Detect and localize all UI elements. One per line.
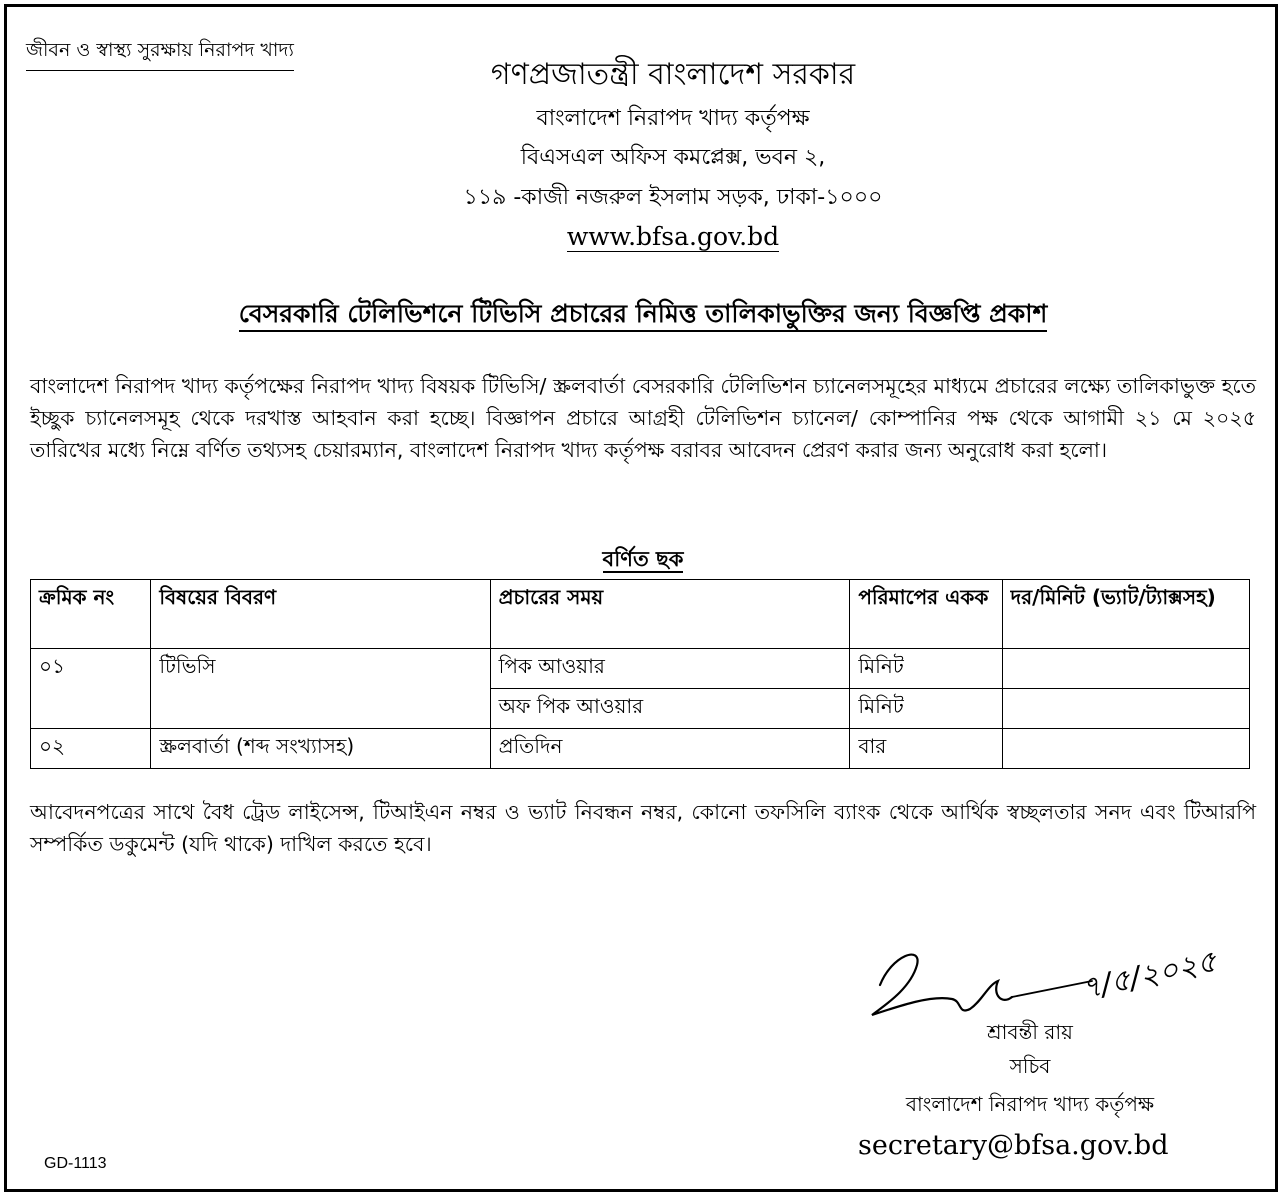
signatory-office: বাংলাদেশ নিরাপদ খাদ্য কর্তৃপক্ষ xyxy=(905,1092,1155,1116)
signatory-designation: সচিব xyxy=(1009,1054,1051,1078)
cell-rate xyxy=(1002,649,1249,689)
header-time: প্রচারের সময় xyxy=(490,580,850,649)
signature-date: ৭/৫/২০২৫ xyxy=(1078,944,1220,1007)
cell-unit: বার xyxy=(850,729,1002,769)
cell-unit: মিনিট xyxy=(850,649,1002,689)
signatory-name: শ্রাবন্তী রায় xyxy=(987,1020,1073,1044)
cell-time: প্রতিদিন xyxy=(490,729,850,769)
header-rate: দর/মিনিট (ভ্যাট/ট্যাক্সসহ) xyxy=(1002,580,1249,649)
table-row xyxy=(31,729,1250,769)
requirements-text: আবেদনপত্রের সাথে বৈধ ট্রেড লাইসেন্স, টিআইএন নম্বর ও ভ্যাট নিবন্ধন নম্বর, কোনো তফসিলি ব্যাংক থেকে আর্থিক স্বচ্ছলতার সনদ এবং টিআরপি সম্পর্কিত ডকুমেন্ট (যদি থাকে) দাখিল করতে হবে। xyxy=(30,800,1256,856)
website-link[interactable]: www.bfsa.gov.bd xyxy=(566,222,780,251)
cell-description: স্ক্রলবার্তা (শব্দ সংখ্যাসহ) xyxy=(151,729,490,769)
cell-rate xyxy=(1002,729,1249,769)
cell-unit: মিনিট xyxy=(850,689,1002,729)
address-line-1: বিএসএল অফিস কমপ্লেক্স, ভবন ২, xyxy=(520,145,826,170)
email-link[interactable]: secretary@bfsa.gov.bd xyxy=(858,1130,1169,1161)
address-line-2: ১১৯ -কাজী নজরুল ইসলাম সড়ক, ঢাকা-১০০০ xyxy=(463,185,883,210)
notice-body: বাংলাদেশ নিরাপদ খাদ্য কর্তৃপক্ষের নিরাপদ খাদ্য বিষয়ক টিভিসি/ স্ক্রলবার্তা বেসরকারি টেলিভিশন চ্যানেলসমূহের মাধ্যমে প্রচারের লক্ষ্যে তালিকাভুক্ত হতে ইচ্ছুক চ্যানেলসমূহ থেকে দরখাস্ত আহবান করা হচ্ছে। বিজ্ঞাপন প্রচারে আগ্রহী টেলিভিশন চ্যানেল/ কোম্পানির পক্ষ থেকে আগামী ২১ মে ২০২৫ তারিখের মধ্যে নিম্নে বর্ণিত তথ্যসহ চেয়ারম্যান, বাংলাদেশ নিরাপদ খাদ্য কর্তৃপক্ষ বরাবর আবেদন প্রেরণ করার জন্য অনুরোধ করা হলো। xyxy=(30,374,1256,462)
signatory-block xyxy=(840,1018,1220,1128)
document-code: GD-1113 xyxy=(44,1155,107,1172)
table-row xyxy=(31,649,1250,689)
header-unit: পরিমাপের একক xyxy=(850,580,1002,649)
government-title: গণপ্রজাতন্ত্রী বাংলাদেশ সরকার xyxy=(490,57,856,92)
cell-serial: ০২ xyxy=(31,729,151,769)
table-caption: বর্ণিত ছক xyxy=(602,547,684,571)
cell-description: টিভিসি xyxy=(151,649,490,729)
cell-time: অফ পিক আওয়ার xyxy=(490,689,850,729)
cell-time: পিক আওয়ার xyxy=(490,649,850,689)
table-header-row xyxy=(31,580,1250,649)
header-description: বিষয়ের বিবরণ xyxy=(151,580,490,649)
tagline: জীবন ও স্বাস্থ্য সুরক্ষায় নিরাপদ খাদ্য xyxy=(26,36,294,71)
cell-serial: ০১ xyxy=(31,649,151,729)
cell-rate xyxy=(1002,689,1249,729)
header-serial: ক্রমিক নং xyxy=(31,580,151,649)
notice-title: বেসরকারি টেলিভিশনে টিভিসি প্রচারের নিমিত্ত তালিকাভুক্তির জন্য বিজ্ঞপ্তি প্রকাশ xyxy=(0,294,1286,337)
authority-name: বাংলাদেশ নিরাপদ খাদ্য কর্তৃপক্ষ xyxy=(536,106,810,131)
rates-table xyxy=(30,579,1250,769)
